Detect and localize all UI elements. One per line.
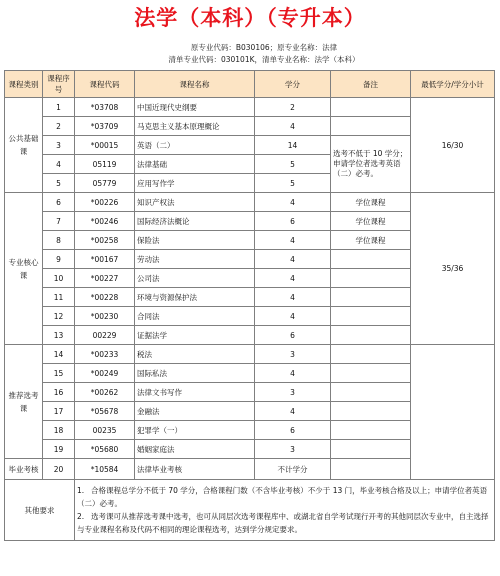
public-min-credit: 16/30	[411, 98, 495, 193]
header-credit: 学分	[255, 71, 331, 98]
page-title: 法学（本科）（专升本）	[134, 6, 366, 30]
seq-cell: 5	[43, 174, 75, 193]
remark-cell	[331, 364, 411, 383]
elective-min-credit	[411, 345, 495, 480]
other-requirements-text	[75, 480, 495, 541]
seq-cell: 13	[43, 326, 75, 345]
code-cell: *05680	[75, 440, 135, 459]
remark-cell: 学位课程	[331, 231, 411, 250]
seq-cell: 18	[43, 421, 75, 440]
credit-cell: 6	[255, 421, 331, 440]
remark-cell: 学位课程	[331, 193, 411, 212]
course-name-cell: 国际私法	[135, 364, 255, 383]
course-name-cell: 马克思主义基本原理概论	[135, 117, 255, 136]
other-requirements-row	[5, 480, 495, 541]
course-name-cell: 保险法	[135, 231, 255, 250]
course-name-cell: 中国近现代史纲要	[135, 98, 255, 117]
credit-cell: 6	[255, 326, 331, 345]
code-cell: *00230	[75, 307, 135, 326]
credit-cell: 4	[255, 250, 331, 269]
category-public: 公共基础课	[5, 98, 43, 193]
remark-cell	[331, 383, 411, 402]
course-name-cell: 国际经济法概论	[135, 212, 255, 231]
header-min-credit: 最低学分/学分小计	[411, 71, 495, 98]
remark-cell	[331, 288, 411, 307]
header-remark: 备注	[331, 71, 411, 98]
credit-cell: 4	[255, 307, 331, 326]
code-cell: *00227	[75, 269, 135, 288]
credit-cell: 3	[255, 440, 331, 459]
course-name-cell: 合同法	[135, 307, 255, 326]
code-cell: *00262	[75, 383, 135, 402]
code-cell: *05678	[75, 402, 135, 421]
course-name-cell: 环境与资源保护法	[135, 288, 255, 307]
course-name-cell: 应用写作学	[135, 174, 255, 193]
remark-cell: 学位课程	[331, 212, 411, 231]
credit-cell: 14	[255, 136, 331, 155]
course-name-cell: 法律毕业考核	[135, 459, 255, 480]
seq-cell: 16	[43, 383, 75, 402]
credit-cell: 3	[255, 383, 331, 402]
core-min-credit: 35/36	[411, 193, 495, 345]
seq-cell: 2	[43, 117, 75, 136]
seq-cell: 19	[43, 440, 75, 459]
requirement-number: 1.	[77, 486, 85, 495]
remark-cell	[331, 98, 411, 117]
seq-cell: 4	[43, 155, 75, 174]
header-row	[5, 71, 495, 98]
code-cell: *00167	[75, 250, 135, 269]
seq-cell: 15	[43, 364, 75, 383]
code-cell: 00235	[75, 421, 135, 440]
seq-cell: 1	[43, 98, 75, 117]
credit-cell: 6	[255, 212, 331, 231]
credit-cell: 5	[255, 155, 331, 174]
remark-cell	[331, 326, 411, 345]
course-name-cell: 法律基础	[135, 155, 255, 174]
remark-cell	[331, 117, 411, 136]
seq-cell: 20	[43, 459, 75, 480]
requirement-number: 2.	[77, 512, 85, 521]
course-plan-table	[4, 70, 495, 541]
header-code: 课程代码	[75, 71, 135, 98]
seq-cell: 9	[43, 250, 75, 269]
category-core: 专业核心课	[5, 193, 43, 345]
course-name-cell: 证据法学	[135, 326, 255, 345]
header-name: 课程名称	[135, 71, 255, 98]
code-cell: *03708	[75, 98, 135, 117]
requirement-item-1	[77, 484, 492, 510]
course-name-cell: 金融法	[135, 402, 255, 421]
category-thesis: 毕业考核	[5, 459, 43, 480]
requirement-text: 选考课可从推荐选考课中选考，也可从同层次选考课程库中、或湖北省自学考试现行开考的其他同层次专业中，自主选择与专业课程名称及代码不相同的理论课程选考，达到学分规定要求。	[77, 512, 489, 534]
credit-cell: 不计学分	[255, 459, 331, 480]
seq-cell: 8	[43, 231, 75, 250]
list-major-line: 清单专业代码：030101K，清单专业名称：法学（本科）	[168, 55, 360, 64]
seq-cell: 11	[43, 288, 75, 307]
seq-cell: 7	[43, 212, 75, 231]
table-row	[5, 193, 495, 212]
remark-cell	[331, 459, 411, 480]
code-cell: *00249	[75, 364, 135, 383]
seq-cell: 10	[43, 269, 75, 288]
credit-cell: 5	[255, 174, 331, 193]
credit-cell: 4	[255, 364, 331, 383]
seq-cell: 6	[43, 193, 75, 212]
remark-cell	[331, 250, 411, 269]
course-name-cell: 知识产权法	[135, 193, 255, 212]
seq-cell: 14	[43, 345, 75, 364]
credit-cell: 4	[255, 269, 331, 288]
code-cell: 05779	[75, 174, 135, 193]
code-cell: *03709	[75, 117, 135, 136]
other-requirements-label: 其他要求	[5, 480, 75, 541]
course-name-cell: 英语（二）	[135, 136, 255, 155]
course-name-cell: 公司法	[135, 269, 255, 288]
credit-cell: 2	[255, 98, 331, 117]
code-cell: 05119	[75, 155, 135, 174]
credit-cell: 4	[255, 288, 331, 307]
course-name-cell: 犯罪学（一）	[135, 421, 255, 440]
credit-cell: 3	[255, 345, 331, 364]
original-major-line: 原专业代码：B030106；原专业名称：法律	[190, 43, 338, 52]
course-name-cell: 税法	[135, 345, 255, 364]
code-cell: *00258	[75, 231, 135, 250]
credit-cell: 4	[255, 193, 331, 212]
remark-cell	[331, 402, 411, 421]
table-row	[5, 345, 495, 364]
credit-cell: 4	[255, 402, 331, 421]
public-elective-note: 选考不低于 10 学分；申请学位者选考英语（二）必考。	[331, 136, 411, 193]
remark-cell	[331, 307, 411, 326]
course-name-cell: 劳动法	[135, 250, 255, 269]
requirement-item-2	[77, 510, 492, 536]
remark-cell	[331, 421, 411, 440]
header-seq: 课程序号	[43, 71, 75, 98]
code-cell: *00015	[75, 136, 135, 155]
code-cell: *10584	[75, 459, 135, 480]
table-row	[5, 98, 495, 117]
course-name-cell: 婚姻家庭法	[135, 440, 255, 459]
code-cell: *00246	[75, 212, 135, 231]
credit-cell: 4	[255, 117, 331, 136]
code-cell: 00229	[75, 326, 135, 345]
seq-cell: 17	[43, 402, 75, 421]
course-name-cell: 法律文书写作	[135, 383, 255, 402]
remark-cell	[331, 269, 411, 288]
remark-cell	[331, 345, 411, 364]
code-cell: *00226	[75, 193, 135, 212]
category-elective: 推荐选考课	[5, 345, 43, 459]
code-cell: *00228	[75, 288, 135, 307]
credit-cell: 4	[255, 231, 331, 250]
header-category: 课程类别	[5, 71, 43, 98]
requirement-text: 合格课程总学分不低于 70 学分，合格课程门数（不含毕业考核）不少于 13 门，毕业考核合格及以上；申请学位者英语（二）必考。	[77, 486, 488, 508]
seq-cell: 12	[43, 307, 75, 326]
remark-cell	[331, 440, 411, 459]
seq-cell: 3	[43, 136, 75, 155]
code-cell: *00233	[75, 345, 135, 364]
